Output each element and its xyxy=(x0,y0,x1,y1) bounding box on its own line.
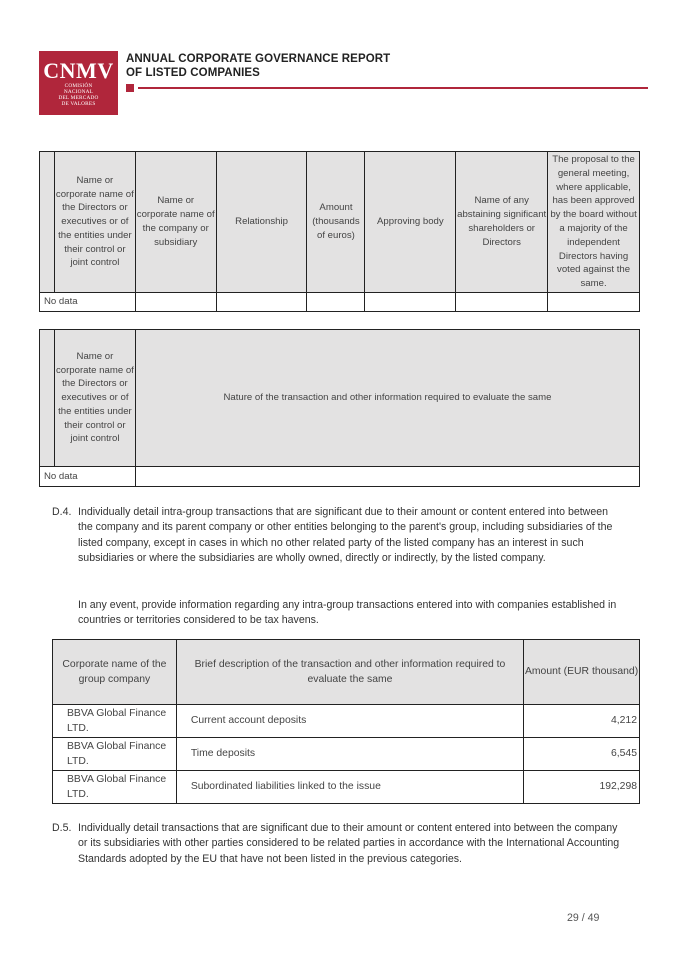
header-spacer-cell xyxy=(40,330,55,467)
cnmv-logo xyxy=(39,51,118,115)
table-row xyxy=(53,771,640,804)
column-header: Name or corporate name of the Directors or executives or of the entities under their control or joint control xyxy=(54,152,135,293)
report-title xyxy=(126,52,390,80)
table-cell xyxy=(135,467,639,487)
page-number: 29 / 49 xyxy=(567,912,600,924)
column-header: Nature of the transaction and other information required to evaluate the same xyxy=(135,330,639,467)
column-header: Name or corporate name of the company or subsidiary xyxy=(135,152,216,293)
report-title-line: ANNUAL CORPORATE GOVERNANCE REPORT xyxy=(126,53,391,65)
group-company-cell: BBVA Global Finance LTD. xyxy=(53,738,177,771)
description-cell: Time deposits xyxy=(176,738,523,771)
table-cell xyxy=(216,293,307,312)
intra-group-transactions-table xyxy=(52,639,640,804)
table-cell xyxy=(365,293,456,312)
section-paragraph: In any event, provide information regarding any intra-group transactions entered into with companies established in countries or territories considered to be tax havens. xyxy=(78,599,617,627)
group-company-cell: BBVA Global Finance LTD. xyxy=(53,705,177,738)
logo-sub-text xyxy=(39,83,118,107)
section-paragraph: Individually detail intra-group transactions that are significant due to their amount or content entered into between the company and its parent company or other entities belonging to the parent's group, including subsidiaries of the listed company, except in cases in which no other related party of the listed company has an interest in such subsidiaries or where the subsidiaries are wholly owned, directly or indirectly, by the listed company. xyxy=(78,506,613,565)
amount-cell: 6,545 xyxy=(524,738,640,771)
column-header: Name or corporate name of the Directors or executives or of the entities under their control or joint control xyxy=(54,330,135,467)
header-rule xyxy=(138,87,648,89)
table-row xyxy=(53,705,640,738)
logo-sub-line: NACIONAL xyxy=(63,89,94,95)
header-spacer-cell xyxy=(40,152,55,293)
logo-sub-line: DE VALORES xyxy=(61,101,96,107)
group-company-cell: BBVA Global Finance LTD. xyxy=(53,771,177,804)
transaction-nature-table xyxy=(39,329,640,487)
column-header: Brief description of the transaction and other information required to evaluate the same xyxy=(176,640,523,705)
column-header: Name of any abstaining significant shareholders or Directors xyxy=(456,152,548,293)
table-cell xyxy=(548,293,640,312)
header-square-decoration xyxy=(126,84,134,92)
column-header: Approving body xyxy=(365,152,456,293)
description-cell: Subordinated liabilities linked to the issue xyxy=(176,771,523,804)
report-title-line: OF LISTED COMPANIES xyxy=(126,67,260,79)
no-data-cell: No data xyxy=(40,293,136,312)
section-number: D.5. xyxy=(52,822,72,834)
section-number: D.4. xyxy=(52,506,72,518)
table-cell xyxy=(307,293,365,312)
column-header: The proposal to the general meeting, where applicable, has been approved by the board without a majority of the independent Directors having voted against the same. xyxy=(548,152,640,293)
column-header: Corporate name of the group company xyxy=(53,640,177,705)
amount-cell: 4,212 xyxy=(524,705,640,738)
description-cell: Current account deposits xyxy=(176,705,523,738)
logo-sub-line: COMISIÓN xyxy=(64,83,93,89)
column-header: Amount (EUR thousand) xyxy=(524,640,640,705)
table-cell xyxy=(135,293,216,312)
column-header: Amount (thousands of euros) xyxy=(307,152,365,293)
amount-cell: 192,298 xyxy=(524,771,640,804)
section-paragraph: Individually detail transactions that are significant due to their amount or content entered into between the company or its subsidiaries with other parties considered to be related parties in accordance with the International Accounting Standards adopted by the EU that have not been listed in the previous categories. xyxy=(78,822,620,865)
table-row xyxy=(53,738,640,771)
logo-sub-line: DEL MERCADO xyxy=(58,95,99,101)
related-transactions-table xyxy=(39,151,640,312)
logo-main-text: CNMV xyxy=(43,58,114,83)
no-data-cell: No data xyxy=(40,467,136,487)
column-header: Relationship xyxy=(216,152,307,293)
table-cell xyxy=(456,293,548,312)
